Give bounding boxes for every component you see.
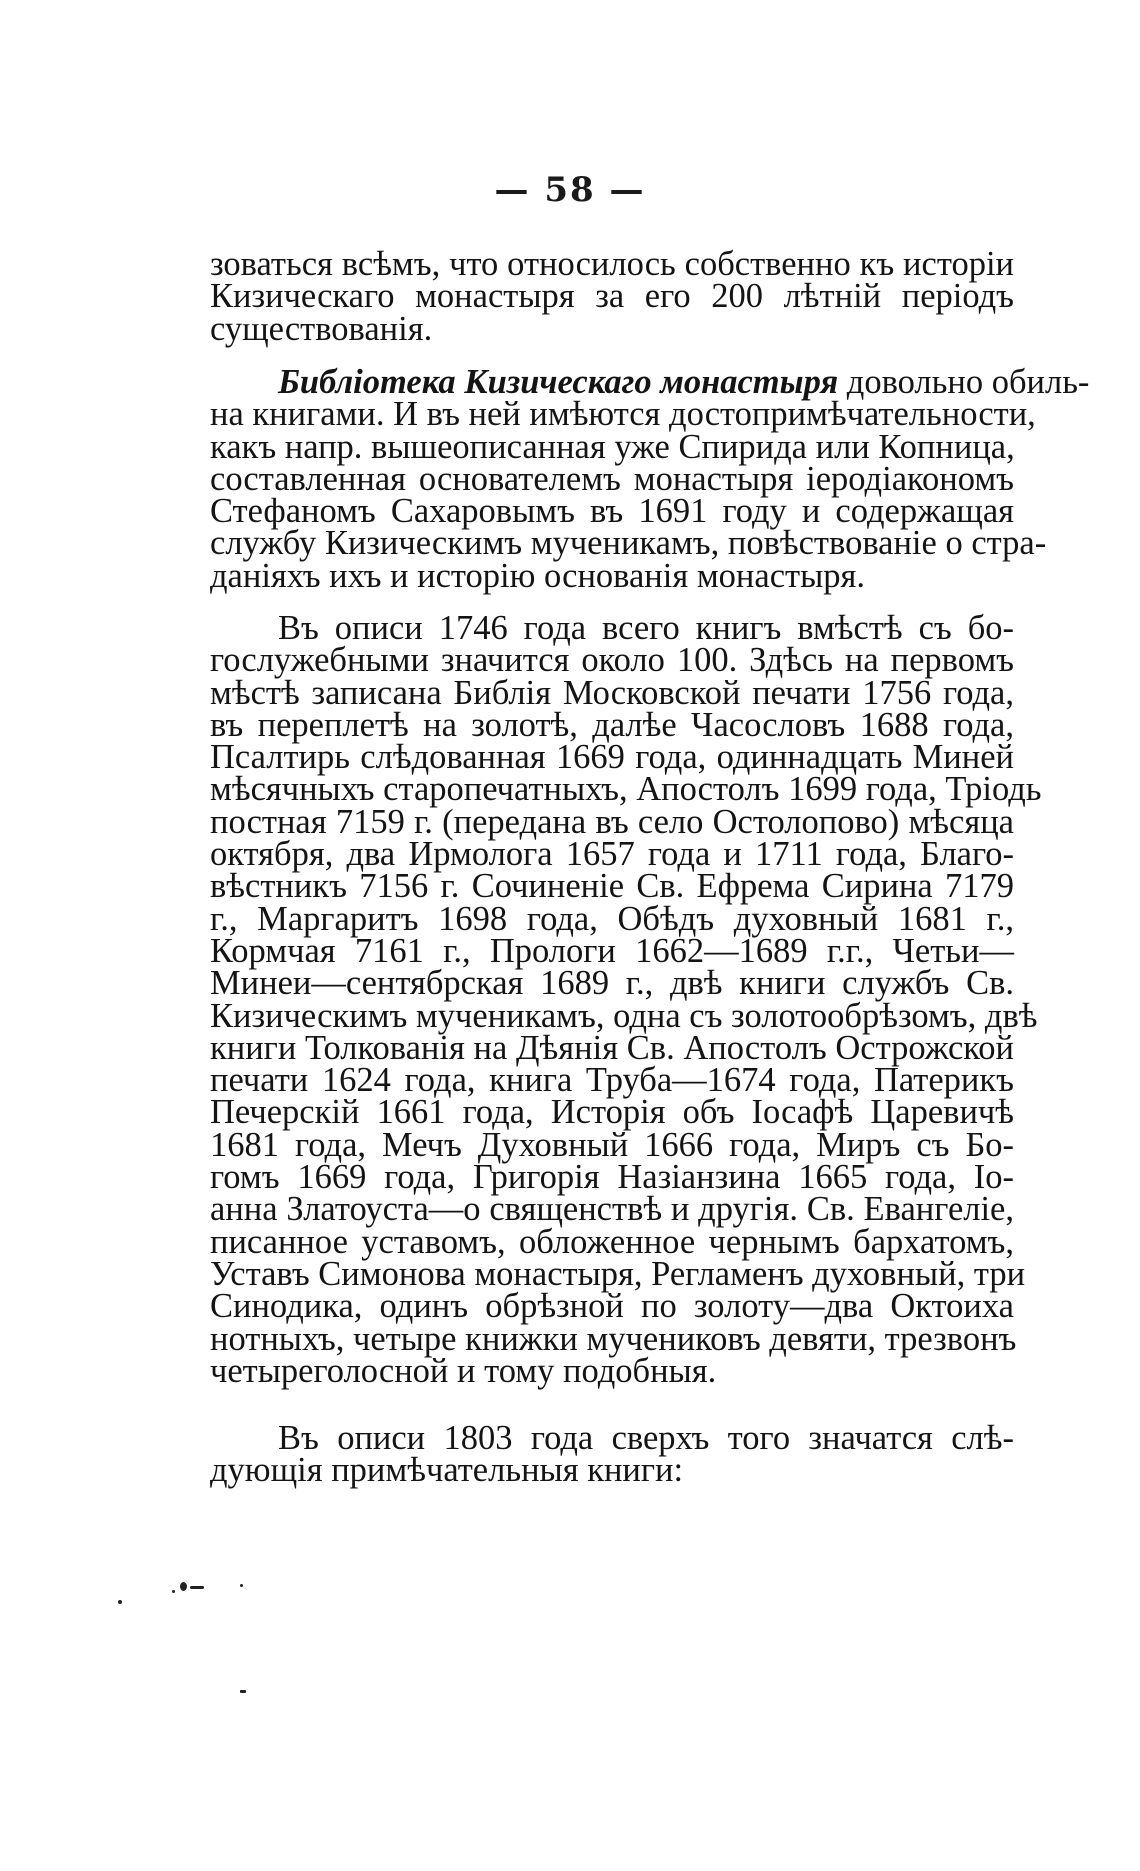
text-line: четыреголосной и тому подобныя. (210, 1351, 717, 1390)
text-line: даніяхъ ихъ и исторію основанія монастыря. (210, 556, 866, 595)
text-line-lead (210, 363, 1090, 401)
scan-speck (240, 1584, 243, 1587)
text-line: печати 1624 года, книга Труба—1674 года, Патерикъ (210, 1061, 1014, 1100)
text-line: мѣстѣ записана Библія Московской печати 1756 года, (210, 673, 1014, 712)
text-line: на книгами. И въ ней имѣются достопримѣчательности, (210, 395, 1036, 434)
text-line: Псалтирь слѣдованная 1669 года, одиннадцать Миней (210, 738, 1014, 777)
text-line: Въ описи 1803 года сверхъ того значатся слѣ- (278, 1419, 1014, 1457)
text-line: вѣстникъ 7156 г. Сочиненіе Св. Ефрема Сирина 7179 (210, 867, 1014, 906)
text-line: анна Златоуста—о священствѣ и другія. Св. Евангеліе, (210, 1190, 1014, 1229)
text-line: постная 7159 г. (передана въ село Остолопово) мѣсяца (210, 802, 1014, 841)
text-line: какъ напр. вышеописанная уже Спирида или Копница, (210, 427, 1015, 466)
paragraph-2 (210, 363, 1090, 595)
scan-speck (118, 1600, 122, 1604)
text-line: 1681 года, Мечъ Духовный 1666 года, Миръ съ Бо- (210, 1125, 1014, 1164)
text-line: Кормчая 7161 г., Прологи 1662—1689 г.г., Четьи— (210, 931, 1014, 970)
text-line: дующія примѣчательныя книги: (210, 1451, 684, 1490)
text-line: гомъ 1669 года, Григорія Назіанзина 1665 года, Іо- (210, 1158, 1014, 1197)
text-line: Кизическимъ мученикамъ, одна съ золотообрѣзомъ, двѣ (210, 996, 1038, 1035)
text-line: существованія. (210, 309, 433, 348)
scan-speck (190, 1586, 204, 1589)
text-line: г., Маргаритъ 1698 года, Обѣдъ духовный 1681 г., (210, 899, 1014, 938)
text-line: нотныхъ, четыре книжки мучениковъ девяти, трезвонъ (210, 1319, 1017, 1358)
paragraph-1 (210, 245, 1014, 348)
text-line: Уставъ Симонова монастыря, Регламенъ духовный, три (210, 1254, 1026, 1293)
text-line: Кизическаго монастыря за его 200 лѣтній періодъ (210, 277, 1014, 316)
paragraph-4 (210, 1419, 1014, 1490)
page-number: — 58 — (494, 170, 646, 210)
text-line: службу Кизическимъ мученикамъ, повѣствованіе о стра- (210, 524, 1047, 563)
text-line: Минеи—сентябрская 1689 г., двѣ книги службъ Св. (210, 964, 1014, 1003)
scan-speck (180, 1582, 187, 1591)
text-line: Синодика, одинъ обрѣзной по золоту—два Октоиха (210, 1287, 1014, 1326)
text-line: Въ описи 1746 года всего книгъ вмѣстѣ съ бо- (278, 609, 1014, 647)
text-line: зоваться всѣмъ, что относилось собственно къ исторіи (210, 245, 1014, 283)
text-line: Печерскій 1661 года, Исторія объ Іосафѣ Царевичѣ (210, 1093, 1014, 1132)
text-line: гослужебными значится около 100. Здѣсь на первомъ (210, 641, 1014, 680)
text-line: составленная основателемъ монастыря іеродіакономъ (210, 459, 1014, 498)
library-heading: Библіотека Кизическаго монастыря (278, 363, 839, 401)
text-line: Стефаномъ Сахаровымъ въ 1691 году и содержащая (210, 492, 1014, 531)
paragraph-3 (210, 609, 1042, 1390)
scan-speck (172, 1590, 175, 1593)
text-line: мѣсячныхъ старопечатныхъ, Апостолъ 1699 года, Тріодь (210, 770, 1042, 809)
text-line: въ переплетѣ на золотѣ, далѣе Часословъ 1688 года, (210, 705, 1014, 744)
scan-speck (240, 1690, 246, 1693)
text-line: книги Толкованія на Дѣянія Св. Апостолъ Острожской (210, 1028, 1014, 1067)
text-line: октября, два Ирмолога 1657 года и 1711 года, Благо- (210, 835, 1014, 874)
text-line: писанное уставомъ, обложенное чернымъ бархатомъ, (210, 1222, 1014, 1261)
lead-rest: довольно обиль- (838, 363, 1090, 401)
